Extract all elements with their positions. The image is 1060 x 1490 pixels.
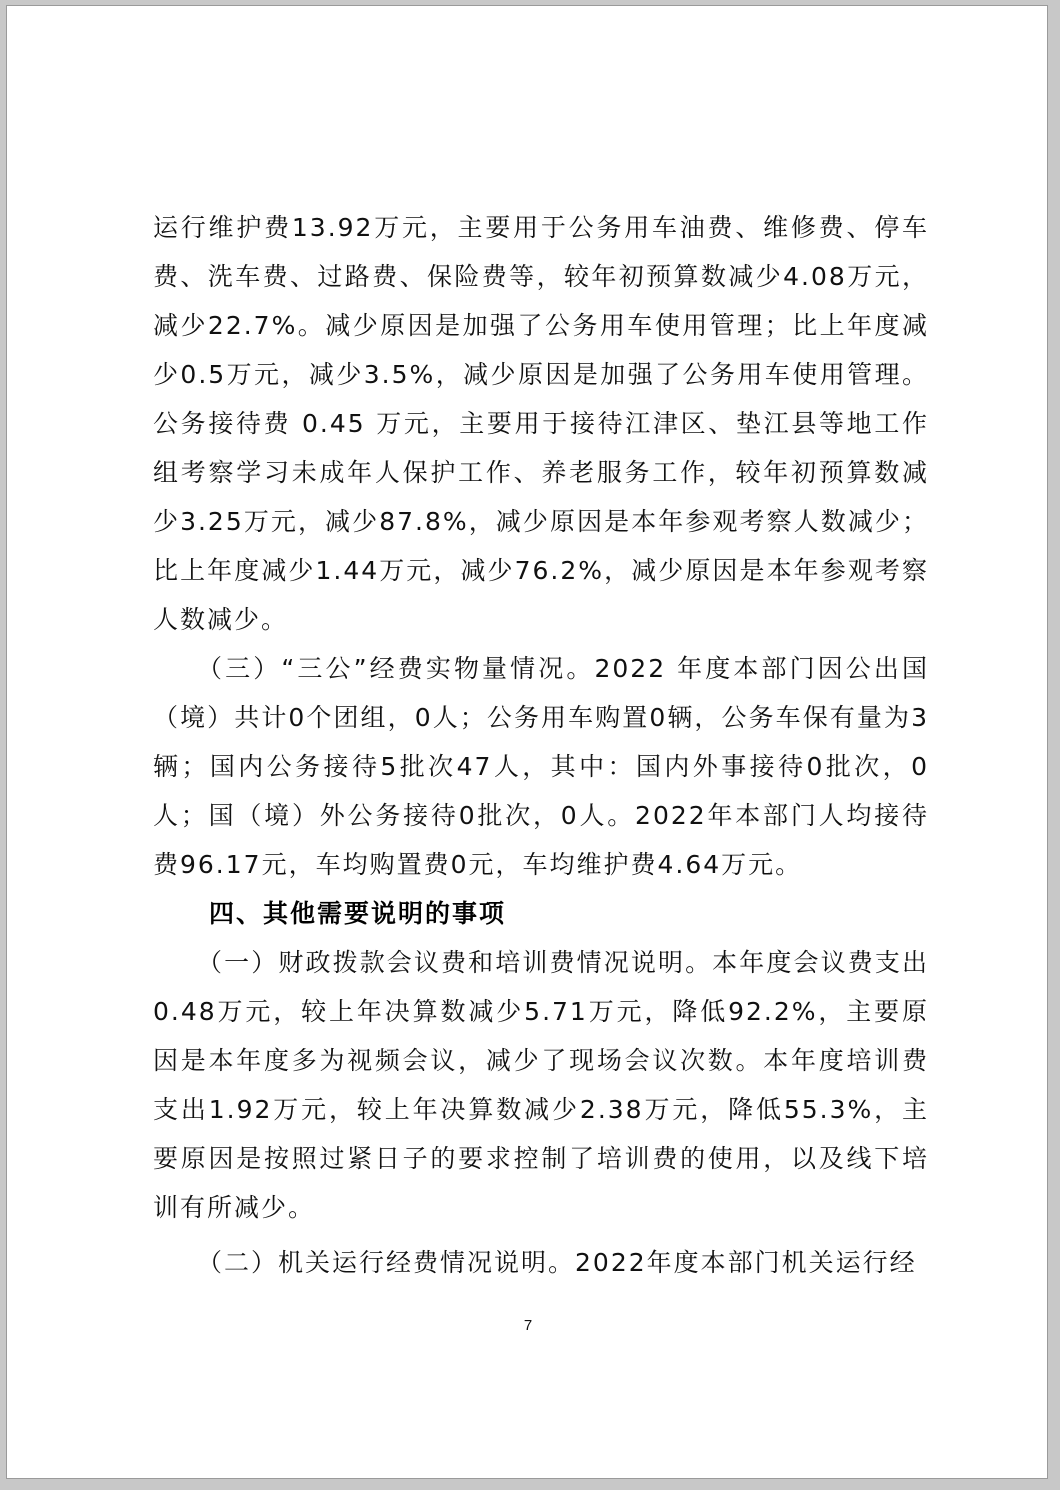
section-heading-other-matters: 四、其他需要说明的事项 [209, 899, 507, 928]
paragraph-three-public-physical-quantity: （三）“三公”经费实物量情况。2022 年度本部门因公出国（境）共计0个团组，0人；公务用车购置0辆，公务车保有量为3辆；国内公务接待5批次47人，其中：国内外事接待0批次，0人；国（境）外公务接待0批次，0人。2022年本部门人均接待费96.17元，车均购置费0元，车均维护费4.64万元。 [153, 654, 929, 879]
page-body [153, 203, 929, 1287]
paragraph-meeting-and-training-fees: （一）财政拨款会议费和培训费情况说明。本年度会议费支出0.48万元，较上年决算数减少5.71万元，降低92.2%，主要原因是本年度多为视频会议，减少了现场会议次数。本年度培训费支出1.92万元，较上年决算数减少2.38万元，降低55.3%，主要原因是按照过紧日子的要求控制了培训费的使用，以及线下培训有所减少。 [153, 948, 929, 1222]
paragraph-vehicle-and-reception-costs: 运行维护费13.92万元，主要用于公务用车油费、维修费、停车费、洗车费、过路费、保险费等，较年初预算数减少4.08万元，减少22.7%。减少原因是加强了公务用车使用管理；比上年度减少0.5万元，减少3.5%，减少原因是加强了公务用车使用管理。公务接待费 0.45 万元，主要用于接待江津区、垫江县等地工作组考察学习未成年人保护工作、养老服务工作，较年初预算数减少3.25万元，减少87.8%，减少原因是本年参观考察人数减少；比上年度减少1.44万元，减少76.2%，减少原因是本年参观考察人数减少。 [153, 213, 929, 634]
paragraph-agency-operating-costs: （二）机关运行经费情况说明。2022年度本部门机关运行经 [197, 1248, 917, 1277]
page-number: 7 [523, 1317, 533, 1334]
document-page [6, 5, 1048, 1479]
